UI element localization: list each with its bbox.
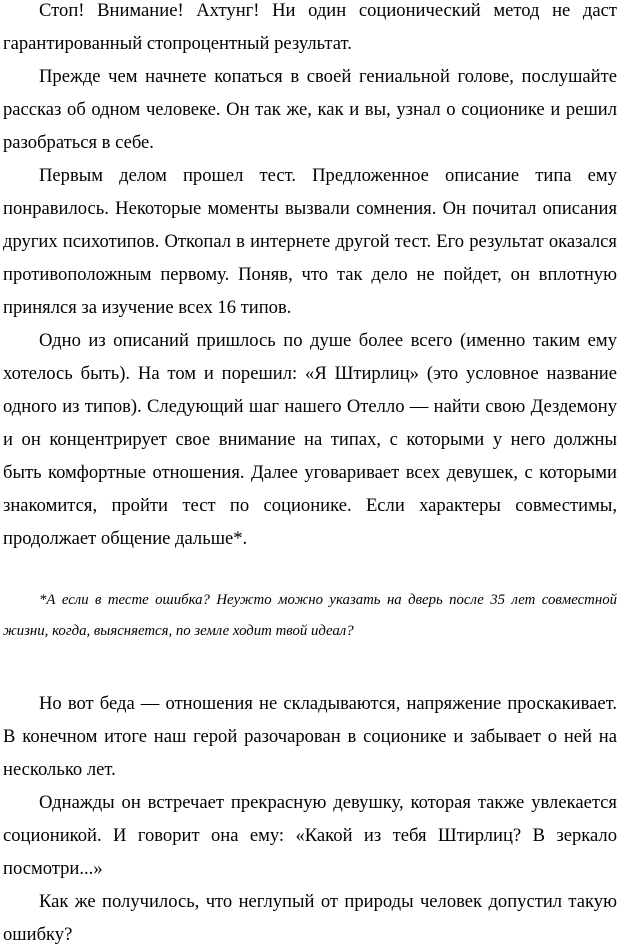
paragraph-trouble: Но вот беда — отношения не складываются, напряжение проскакивает. В конечном итоге наш герой разочарован в соционике и забывает о ней на несколько лет.: [3, 693, 617, 780]
paragraph-shtirlitz: Одно из описаний пришлось по душе более всего (именно таким ему хотелось быть). На том и порешил: «Я Штирлиц» (это условное название одного из типов). Следующий шаг нашего Отелло — найти свою Дездемону и он концентрирует свое внимание на типах, с которыми у него должны быть комфортные отношения. Далее уговаривает всех девушек, с которыми знакомится, пройти тест по соционике. Если характеры совместимы, продолжает общение дальше*.: [3, 330, 617, 549]
paragraph-story-start: Прежде чем начнете копаться в своей гениальной голове, послушайте рассказ об одном человеке. Он так же, как и вы, узнал о соционике и решил разобраться в себе.: [3, 66, 617, 153]
paragraph-meeting: Однажды он встречает прекрасную девушку, которая также увлекается соционикой. И говорит она ему: «Какой из тебя Штирлиц? В зеркало посмотри...»: [3, 792, 617, 879]
paragraph-intro: Стоп! Внимание! Ахтунг! Ни один соционический метод не даст гарантированный стопроцентный результат.: [3, 0, 617, 54]
footnote: *А если в тесте ошибка? Неужто можно указать на дверь после 35 лет совместной жизни, когда, выясняется, по земле ходит твой идеал?: [3, 592, 617, 639]
paragraph-question: Как же получилось, что неглупый от природы человек допустил такую ошибку?: [3, 891, 617, 945]
paragraph-tests: Первым делом прошел тест. Предложенное описание типа ему понравилось. Некоторые моменты вызвали сомнения. Он почитал описания других психотипов. Откопал в интернете другой тест. Его результат оказался противоположным первому. Поняв, что так дело не пойдет, он вплотную принялся за изучение всех 16 типов.: [3, 165, 617, 318]
